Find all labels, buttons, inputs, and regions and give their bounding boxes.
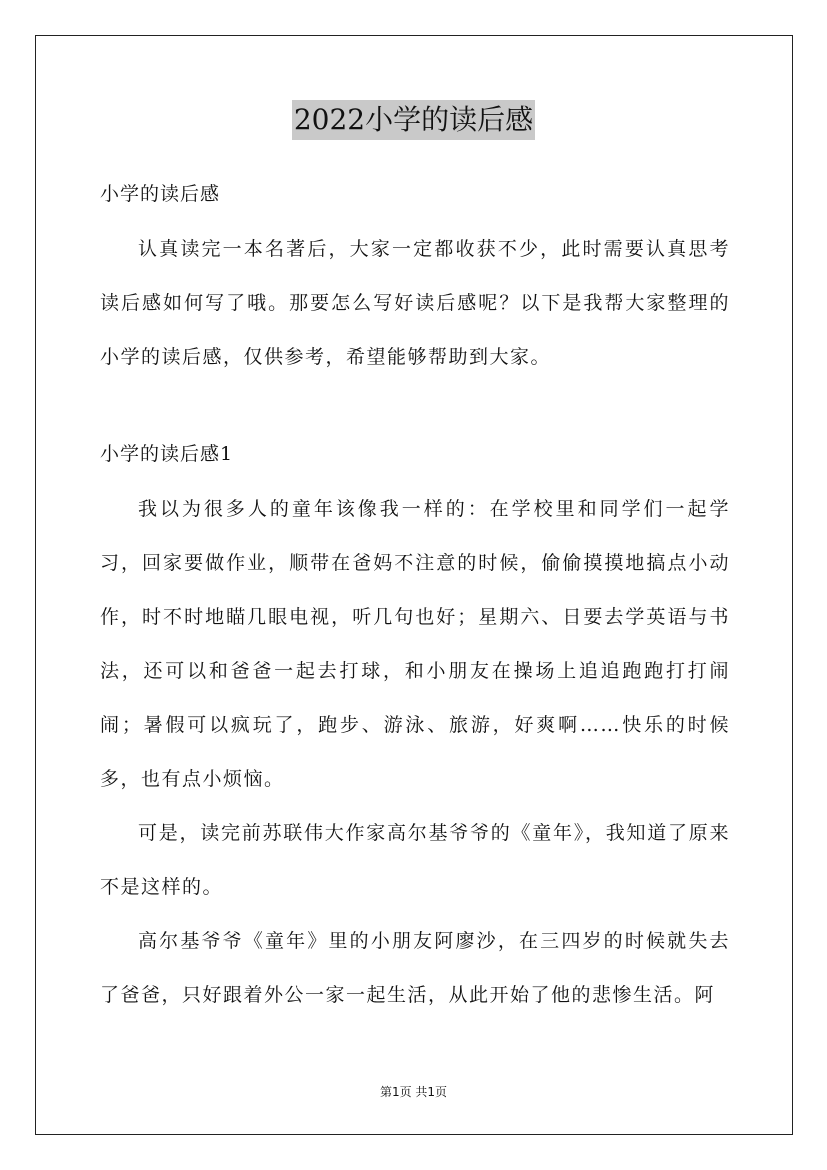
section-heading: 小学的读后感1 (100, 443, 234, 465)
title-container (0, 100, 827, 140)
intro-heading: 小学的读后感 (100, 183, 221, 205)
document-body (100, 172, 730, 1022)
spacer (100, 384, 730, 432)
document-title: 2022小学的读后感 (292, 100, 535, 140)
page-footer: 第1页 共1页 (379, 1085, 448, 1099)
body-paragraph: 我以为很多人的童年该像我一样的：在学校里和同学们一起学习，回家要做作业，顺带在爸妈不注意的时候，偷偷摸摸地搞点小动作，时不时地瞄几眼电视，听几句也好；星期六、日要去学英语与书法，还可以和爸爸一起去打球，和小朋友在操场上追追跑跑打打闹闹；暑假可以疯玩了，跑步、游泳、旅游，好爽啊……快乐的时候多，也有点小烦恼。 (100, 498, 730, 790)
body-paragraph: 可是，读完前苏联伟大作家高尔基爷爷的《童年》，我知道了原来不是这样的。 (100, 822, 730, 898)
intro-paragraph: 认真读完一本名著后，大家一定都收获不少，此时需要认真思考读后感如何写了哦。那要怎么写好读后感呢？以下是我帮大家整理的小学的读后感，仅供参考，希望能够帮助到大家。 (100, 238, 730, 368)
body-paragraph: 高尔基爷爷《童年》里的小朋友阿廖沙，在三四岁的时候就失去了爸爸，只好跟着外公一家一起生活，从此开始了他的悲惨生活。阿 (100, 930, 730, 1006)
